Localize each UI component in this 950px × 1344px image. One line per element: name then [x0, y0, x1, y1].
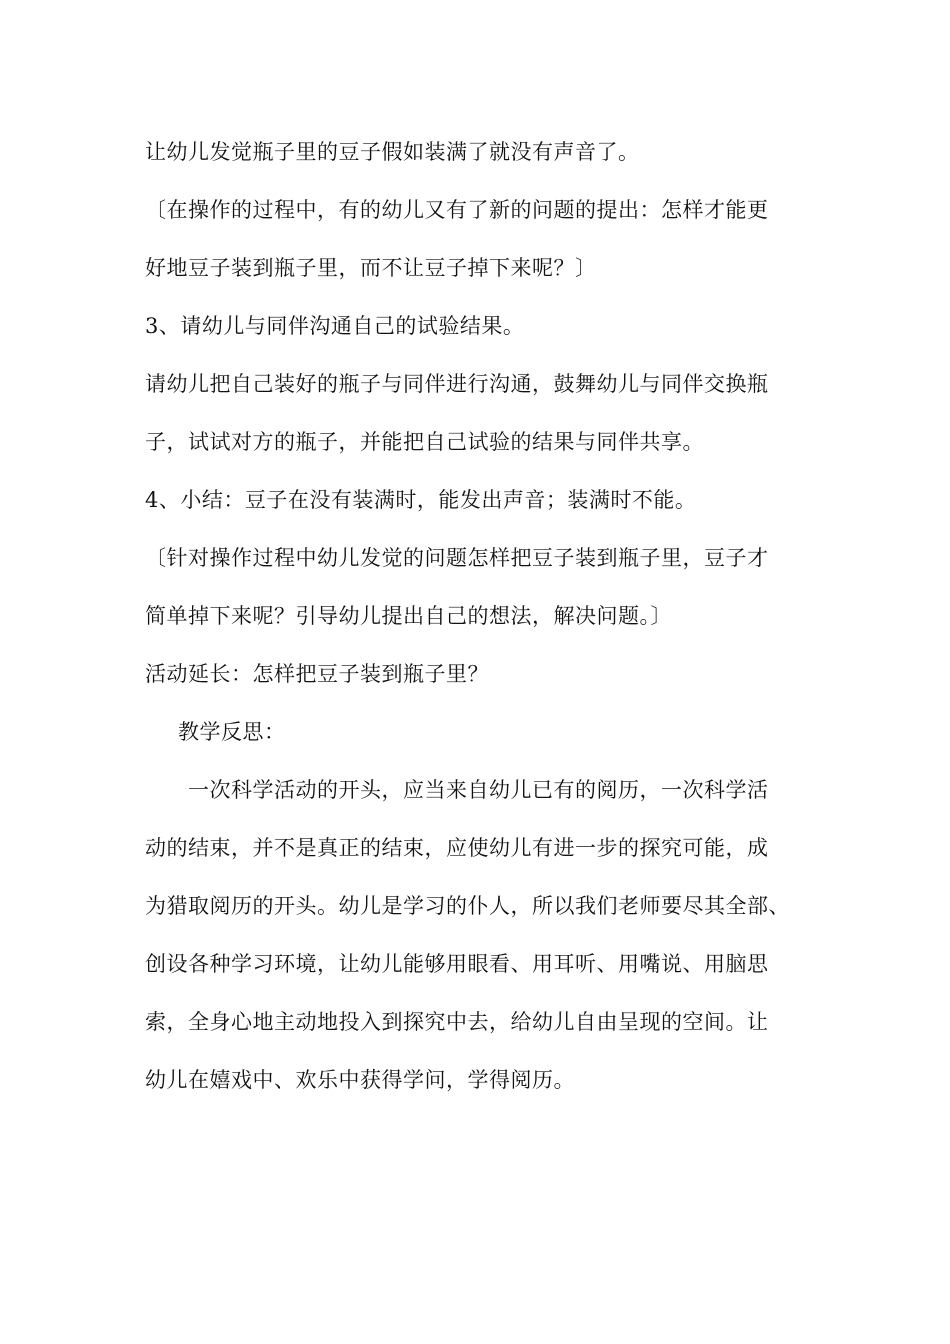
text-line: 索，全身心地主动地投入到探究中去，给幼儿自由呈现的空间。让: [145, 1010, 769, 1034]
text-line: 创设各种学习环境，让幼儿能够用眼看、用耳听、用嘴说、用脑思: [145, 952, 769, 976]
text-line: 请幼儿把自己装好的瓶子与同伴进行沟通，鼓舞幼儿与同伴交换瓶: [145, 372, 769, 396]
text-line: 为猎取阅历的开头。幼儿是学习的仆人，所以我们老师要尽其全部、: [145, 894, 790, 918]
text-line: 简单掉下来呢？引导幼儿提出自己的想法，解决问题。〕: [145, 604, 672, 628]
text-line: 让幼儿发觉瓶子里的豆子假如装满了就没有声音了。: [145, 140, 640, 164]
teaching-reflection-heading: 教学反思：: [178, 720, 286, 744]
text-line: 动的结束，并不是真正的结束，应使幼儿有进一步的探究可能，成: [145, 836, 769, 860]
text-line: 子，试试对方的瓶子，并能把自己试验的结果与同伴共享。: [145, 430, 704, 454]
text-line: 〔针对操作过程中幼儿发觉的问题怎样把豆子装到瓶子里，豆子才: [145, 546, 769, 570]
activity-extension: 活动延长：怎样把豆子装到瓶子里？: [145, 662, 489, 686]
step-4-heading: 4、小结：豆子在没有装满时，能发出声音；装满时不能。: [145, 488, 697, 512]
text-line: 幼儿在嬉戏中、欢乐中获得学问，学得阅历。: [145, 1068, 575, 1092]
step-3-heading: 3、请幼儿与同伴沟通自己的试验结果。: [145, 314, 525, 338]
text-line: 〔在操作的过程中，有的幼儿又有了新的问题的提出：怎样才能更: [145, 198, 769, 222]
text-line: 一次科学活动的开头，应当来自幼儿已有的阅历，一次科学活: [188, 778, 769, 802]
text-line: 好地豆子装到瓶子里，而不让豆子掉下来呢？〕: [145, 256, 597, 280]
